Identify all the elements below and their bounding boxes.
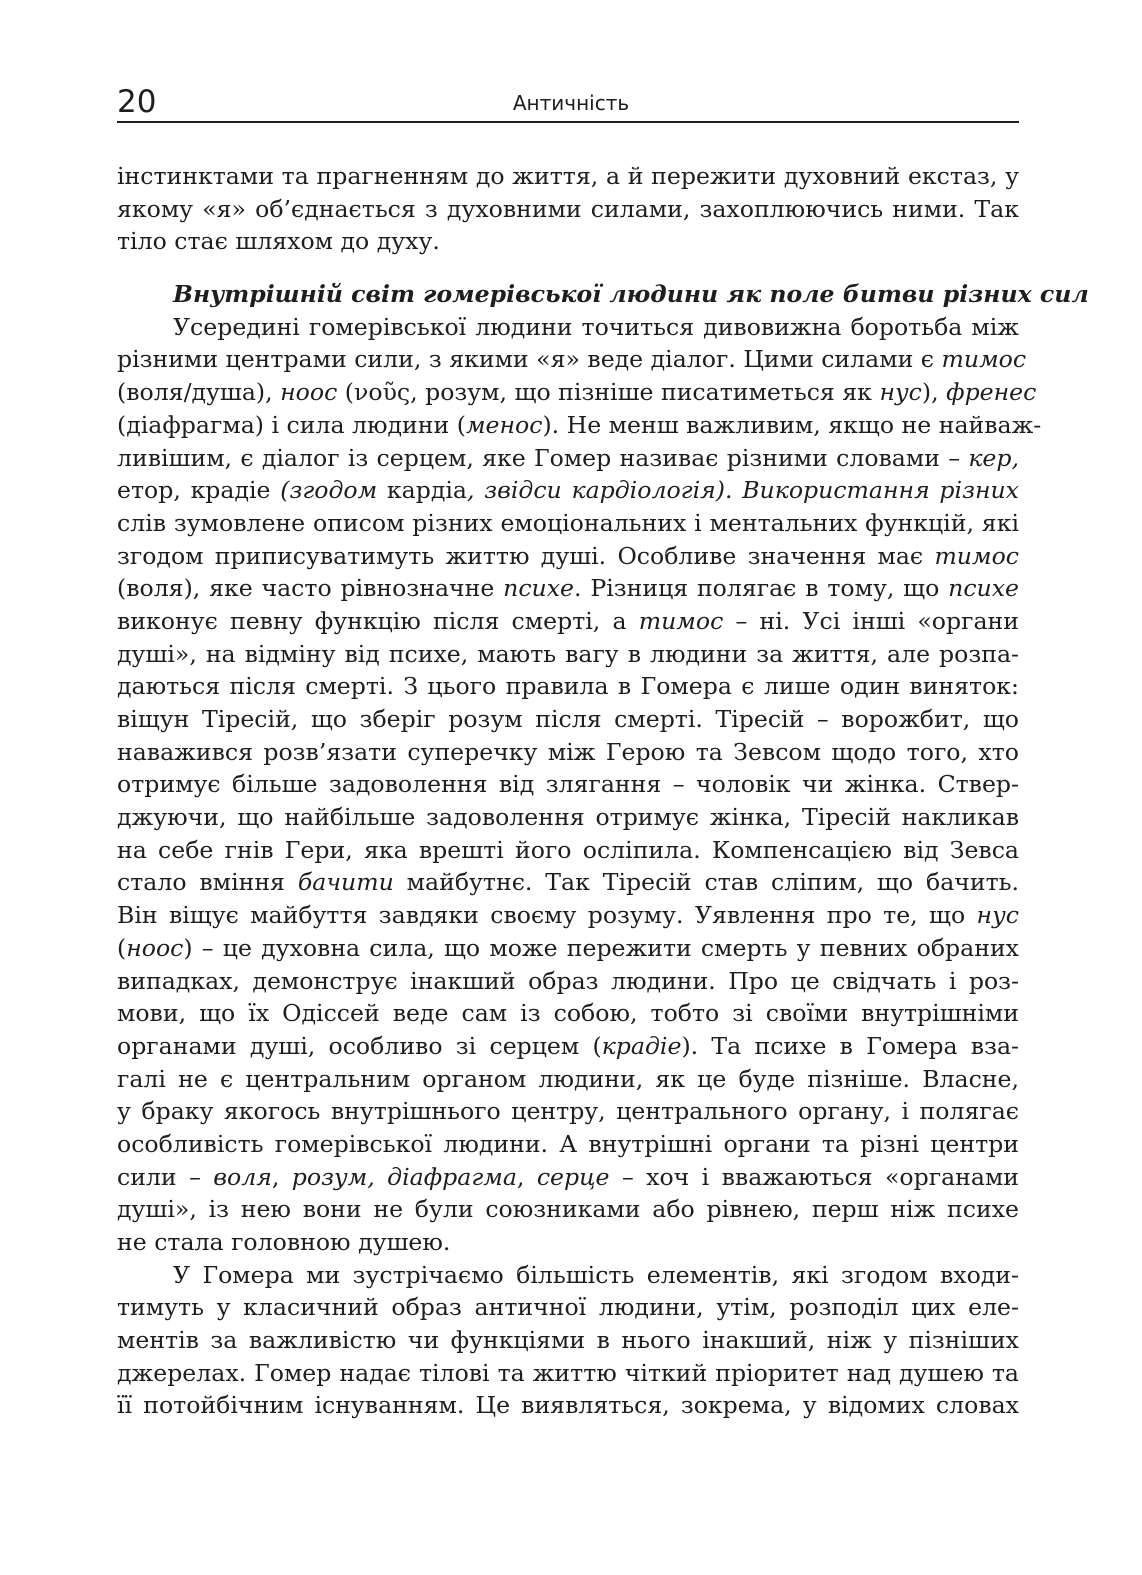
text-run: виконує певну функцію після смерті, а (117, 606, 639, 635)
text-line (117, 225, 1019, 258)
italic-term: психе (948, 574, 1019, 603)
text-line (117, 670, 1019, 703)
italic-term: кер, (968, 443, 1019, 472)
text-run: Усередині гомерівської людини точиться дивовижна боротьба між (173, 312, 1019, 341)
text-line (117, 160, 1019, 193)
text-run: . Різниця полягає в тому, що (574, 574, 949, 603)
text-line (117, 638, 1019, 671)
text-line (117, 1357, 1019, 1390)
text-run: (діафрагма) і сила людини ( (117, 410, 466, 439)
text-line (117, 1161, 1019, 1194)
text-run: особливість гомерівської людини. А внутрішні органи та різні центри (117, 1129, 1019, 1158)
header-rule (117, 121, 1019, 123)
text-line (117, 703, 1019, 736)
text-run: у браку якогось внутрішнього центру, центрального органу, і полягає (117, 1097, 1019, 1126)
text-line (117, 193, 1019, 226)
body-text (117, 160, 1089, 1422)
text-line (117, 1193, 1019, 1226)
italic-term: тимос (934, 541, 1019, 570)
text-line (117, 1226, 1019, 1259)
text-run: віщун Тіресій, що зберіг розум після смерті. Тіресій – ворожбит, що (117, 705, 1019, 733)
text-line (117, 1030, 1019, 1063)
text-run: якому «я» об’єднається з духовними силами, захоплюючись ними. Так (117, 194, 1019, 223)
text-run: Він віщує майбуття завдяки своєму розуму. Уявлення про те, що (117, 901, 977, 930)
text-line (117, 605, 1019, 638)
text-run: її потойбічним існуванням. Це виявляться, зокрема, у відомих словах (117, 1391, 1019, 1420)
italic-term: (згодом (270, 476, 387, 505)
text-line (117, 834, 1019, 867)
text-line (117, 768, 1019, 801)
text-run: , (271, 1162, 292, 1191)
text-run: органами душі, особливо зі серцем ( (117, 1031, 602, 1060)
text-line (117, 1063, 1019, 1096)
text-run: тіло стає шляхом до духу. (117, 227, 440, 256)
italic-term: менос (465, 410, 543, 439)
text-run: ), (921, 378, 947, 407)
text-run: ( (117, 933, 127, 962)
text-run: ). Та психе в Гомера вза- (681, 1031, 1019, 1060)
italic-term: тимос (941, 345, 1027, 374)
text-run: ментів за важливістю чи функціями в нього інакший, ніж у пізніших (117, 1326, 1019, 1355)
italic-term: бачити (297, 868, 394, 897)
text-line (117, 507, 1019, 540)
text-run: (воля/душа), (117, 378, 281, 407)
text-line (117, 1095, 1019, 1128)
text-run: отримує більше задоволення від злягання – чоловік чи жінка. Ствер- (117, 770, 1019, 799)
italic-term: серце (536, 1162, 610, 1191)
text-run: згодом приписуватимуть життю душі. Особливе значення має (117, 541, 935, 570)
italic-term: тимос (638, 606, 724, 635)
text-run: джерелах. Гомер надає тілові та життю чіткий пріоритет над душею та (117, 1358, 1019, 1387)
text-line (117, 1128, 1019, 1161)
text-run: (воля), яке часто рівнозначне (117, 574, 504, 603)
page-number: 20 (117, 84, 157, 120)
text-run: У Гомера ми зустрічаємо більшість елементів, які згодом входи- (173, 1260, 1019, 1289)
text-run: кардіа (386, 476, 467, 505)
text-line (117, 997, 1019, 1030)
text-run: джуючи, що найбільше задоволення отримує жінка, Тіресій накликав (117, 803, 1019, 832)
text-line (117, 540, 1019, 573)
text-run: ) – це духовна сила, що може пережити смерть у певних обраних (183, 933, 1019, 962)
text-run: випадках, демонструє інакший образ людини. Про це свідчать і роз- (117, 966, 1019, 995)
text-line (117, 736, 1019, 769)
text-run: душі», із нею вони не були союзниками або рівнею, перш ніж психе (117, 1195, 1019, 1224)
text-run: інстинктами та прагненням до життя, а й пережити духовний екстаз, у (117, 162, 1019, 190)
text-line (117, 1291, 1019, 1324)
running-head: Античність (512, 91, 630, 115)
italic-term: ноос (280, 378, 338, 407)
text-run: стало вміння (117, 868, 298, 897)
text-line (117, 1389, 1019, 1422)
text-run: мови, що їх Одіссей веде сам із собою, тобто зі своїми внутрішніми (117, 999, 1019, 1028)
text-run: наважився розв’язати суперечку між Герою та Зевсом щодо того, хто (117, 737, 1019, 766)
text-line (117, 343, 1027, 376)
text-run: ливішим, є діалог із серцем, яке Гомер називає різними словами – (117, 443, 969, 472)
text-line (117, 1324, 1019, 1357)
text-line (117, 311, 1019, 344)
text-run: етор, крадіе (117, 476, 271, 505)
italic-term: нус (879, 378, 922, 407)
text-line (117, 409, 1042, 442)
text-run: – хоч і вважаються «органами (609, 1162, 1020, 1191)
section-heading: Внутрішній світ гомерівської людини як поле битви різних сил (173, 280, 1089, 309)
text-run: на себе гнів Гери, яка врешті його осліпила. Компенсацією від Зевса (117, 835, 1019, 864)
text-line (117, 474, 1019, 507)
italic-term: розум, діафрагма (291, 1162, 517, 1191)
text-line (117, 932, 1019, 965)
text-run: не стала головною душею. (117, 1228, 451, 1256)
text-run: різними центрами сили, з якими «я» веде діалог. Цими силами є (117, 345, 942, 374)
text-run: сили – (117, 1162, 214, 1191)
text-line (117, 572, 1019, 605)
text-line (117, 866, 1019, 899)
text-run: майбутнє. Так Тіресій став сліпим, що бачить. (393, 868, 1020, 897)
text-line (117, 1259, 1019, 1292)
text-run: галі не є центральним органом людини, як це буде пізніше. Власне, (117, 1064, 1019, 1093)
text-run: даються після смерті. З цього правила в Гомера є лише один виняток: (117, 672, 1019, 701)
text-line (117, 965, 1019, 998)
text-run: ). Не менш важливим, якщо не найваж- (542, 410, 1042, 439)
text-run: слів зумовлене описом різних емоціональних і ментальних функцій, які (117, 508, 1019, 537)
italic-term: психе (503, 574, 574, 603)
italic-term: френес (946, 378, 1037, 407)
italic-term: нус (976, 901, 1019, 930)
text-run: – ні. Усі інші «органи (723, 606, 1019, 635)
italic-term: ноос (126, 933, 184, 962)
text-run: тимуть у класичний образ античної людини, утім, розподіл цих еле- (117, 1293, 1019, 1322)
text-line (117, 376, 1037, 409)
italic-term: , звідси кардіологія). Використання різних (466, 476, 1019, 505)
text-run: душі», на відміну від психе, мають вагу в людини за життя, але розпа- (117, 639, 1019, 668)
text-line (117, 899, 1019, 932)
text-line (117, 801, 1019, 834)
italic-term: крадіе (601, 1031, 682, 1060)
italic-term: воля (213, 1162, 272, 1191)
text-run: , (516, 1162, 537, 1191)
text-run: (νοῦς, розум, що пізніше писатиметься як (337, 378, 880, 407)
text-line (117, 442, 1019, 475)
